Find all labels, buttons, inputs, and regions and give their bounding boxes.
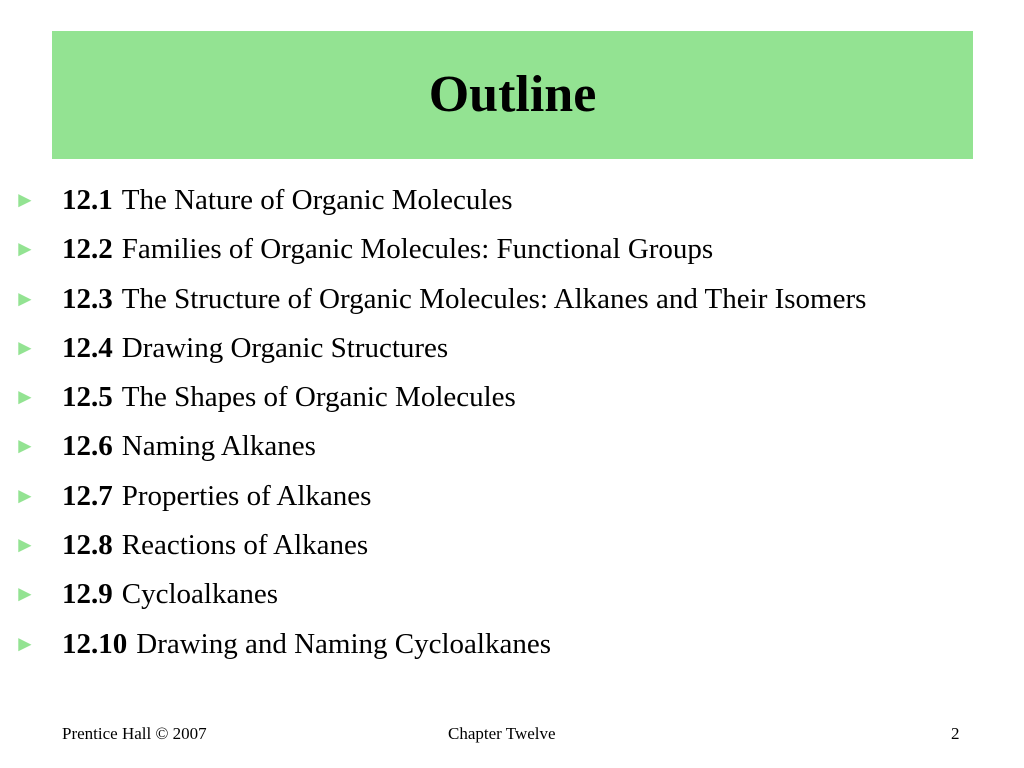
section-title: Naming Alkanes: [121, 430, 316, 463]
section-title: The Nature of Organic Molecules: [121, 184, 513, 216]
outline-item: [14, 529, 1014, 578]
triangle-bullet-icon: ►: [14, 285, 36, 311]
section-number: 12.3: [62, 282, 113, 315]
outline-item: [14, 184, 1014, 233]
footer-page-number: 2: [951, 724, 960, 743]
section-number: 12.1: [62, 184, 113, 216]
section-title: The Structure of Organic Molecules: Alkanes and Their Isomers: [121, 282, 867, 315]
triangle-bullet-icon: ►: [14, 532, 36, 558]
outline-item: [14, 480, 1014, 529]
section-number: 12.9: [62, 578, 113, 611]
section-title: Properties of Alkanes: [121, 479, 372, 512]
title-banner: [52, 31, 973, 159]
outline-item: [14, 578, 1014, 627]
outline-item: [14, 381, 1014, 430]
triangle-bullet-icon: ►: [14, 581, 36, 607]
outline-item: [14, 628, 1014, 677]
outline-item: [14, 430, 1014, 479]
outline-item: [14, 332, 1014, 381]
triangle-bullet-icon: ►: [14, 630, 36, 656]
triangle-bullet-icon: ►: [14, 236, 36, 262]
section-title: The Shapes of Organic Molecules: [121, 381, 516, 414]
outline-item: [14, 233, 1014, 282]
section-number: 12.7: [62, 479, 113, 512]
footer-chapter: Chapter Twelve: [448, 724, 556, 743]
section-number: 12.6: [62, 430, 113, 463]
section-title: Drawing Organic Structures: [121, 331, 449, 364]
section-number: 12.4: [62, 331, 113, 364]
triangle-bullet-icon: ►: [14, 334, 36, 360]
outline-item: [14, 283, 1014, 332]
section-title: Cycloalkanes: [121, 578, 278, 611]
section-title: Reactions of Alkanes: [121, 529, 369, 562]
section-number: 12.8: [62, 529, 113, 562]
triangle-bullet-icon: ►: [14, 433, 36, 459]
section-number: 12.2: [62, 233, 113, 266]
slide-title: Outline: [428, 66, 597, 123]
footer-publisher: Prentice Hall © 2007: [62, 724, 207, 743]
section-number: 12.10: [62, 627, 128, 660]
triangle-bullet-icon: ►: [14, 384, 36, 410]
section-number: 12.5: [62, 381, 113, 414]
outline-list: [14, 184, 1014, 677]
triangle-bullet-icon: ►: [14, 187, 36, 212]
section-title: Families of Organic Molecules: Functional Groups: [121, 233, 714, 266]
section-title: Drawing and Naming Cycloalkanes: [136, 627, 552, 660]
triangle-bullet-icon: ►: [14, 482, 36, 508]
